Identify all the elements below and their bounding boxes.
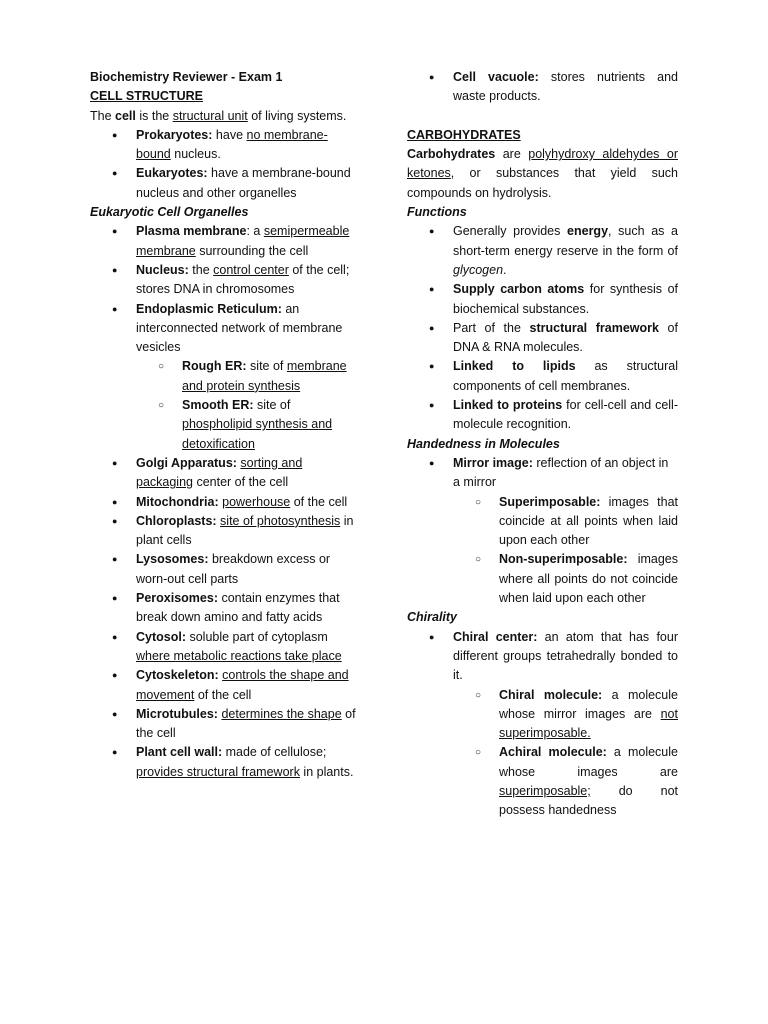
organelles-list (90, 222, 362, 782)
list-item-lipids (407, 357, 678, 396)
underlined-text: determines the shape (221, 706, 342, 721)
text: of the cell; stores DNA in chromosomes (136, 262, 350, 297)
text: breakdown excess or worn-out cell parts (136, 552, 331, 586)
term: Mitochondria: (136, 494, 219, 509)
term: Plasma membrane (136, 224, 247, 239)
text: made of cellulose; (222, 745, 327, 760)
text: have (212, 127, 247, 142)
text: in plants. (299, 764, 354, 779)
term: Prokaryotes: (136, 127, 213, 142)
term: Plant cell wall: (136, 745, 223, 760)
text: The (90, 108, 116, 123)
text: of DNA & RNA molecules. (453, 320, 678, 355)
list-item-chloroplasts (90, 512, 362, 551)
carbohydrates-definition (407, 145, 678, 203)
text: center of the cell (193, 475, 289, 490)
text: surrounding the cell (195, 243, 309, 258)
text: an interconnected network of membrane vesicles (136, 301, 343, 355)
list-item-lysosomes (90, 550, 362, 589)
text: are (495, 147, 529, 162)
document-title: Biochemistry Reviewer - Exam 1 (90, 70, 283, 84)
list-item-eukaryotes (90, 164, 362, 203)
list-item-er (90, 300, 362, 454)
text: of living systems. (247, 108, 347, 123)
term: Cytoskeleton: (136, 668, 219, 683)
text: reflection of an object in a mirror (453, 455, 669, 490)
handedness-list (407, 454, 678, 608)
mirror-sublist (453, 493, 678, 609)
left-column (90, 68, 362, 782)
list-item-mirror-image (407, 454, 678, 608)
list-item-energy (407, 222, 678, 280)
chirality-list (407, 628, 678, 821)
underlined-text: provides structural framework (136, 764, 300, 779)
term: Rough ER: (182, 359, 247, 374)
term: Golgi Apparatus: (136, 455, 237, 470)
list-item-golgi (90, 454, 362, 493)
underlined-text: powerhouse (222, 494, 291, 509)
list-item-superimposable (453, 493, 678, 551)
term: Chiral molecule: (499, 687, 603, 702)
chiral-sublist (453, 686, 678, 821)
text: of the cell (290, 494, 348, 509)
list-item-mitochondria (90, 493, 362, 512)
list-item-achiral-molecule (453, 743, 678, 820)
list-item-microtubules (90, 705, 362, 744)
term: Supply carbon atoms (453, 282, 585, 297)
list-item-rough-er (136, 357, 362, 396)
cell-types-list (90, 126, 362, 203)
list-item-cell-vacuole (407, 68, 678, 107)
er-sublist (136, 357, 362, 453)
list-item-structural-framework (407, 319, 678, 358)
functions-list (407, 222, 678, 434)
subheading-functions: Functions (407, 205, 467, 220)
text: as structural components of cell membranes. (453, 359, 678, 393)
list-item-prokaryotes (90, 126, 362, 165)
text: is the (135, 108, 173, 123)
text: Generally provides (453, 224, 568, 239)
text: site of (246, 359, 287, 374)
list-item-smooth-er (136, 396, 362, 454)
term: Nucleus: (136, 262, 189, 277)
term: Peroxisomes: (136, 591, 218, 606)
list-item-nucleus (90, 261, 362, 300)
term: Microtubules: (136, 706, 218, 721)
underlined-text: no membrane-bound (136, 127, 328, 162)
text: a molecule whose mirror images are (499, 687, 678, 721)
subheading-handedness: Handedness in Molecules (407, 436, 560, 451)
cell-intro (90, 107, 362, 126)
list-item-plant-cell-wall (90, 743, 362, 782)
term-cell: cell (115, 108, 136, 123)
text: for cell-cell and cell-molecule recognition. (453, 398, 678, 432)
underlined-text: site of photosynthesis (220, 513, 341, 528)
text: images where all points do not coincide when laid upon each other (499, 552, 678, 606)
term: Eukaryotes: (136, 166, 208, 181)
underlined-text: superimposable; (499, 783, 591, 798)
text: images that coincide at all points when laid upon each other (499, 494, 678, 548)
term: Carbohydrates (407, 147, 496, 162)
term: Non-superimposable: (499, 552, 628, 567)
list-item-peroxisomes (90, 589, 362, 628)
text: nucleus. (170, 147, 221, 162)
term: Smooth ER: (182, 398, 254, 413)
underlined-text: sorting and packaging (136, 455, 303, 490)
spacer (407, 107, 678, 126)
text: for synthesis of biochemical substances. (453, 282, 678, 316)
italic-text: glycogen (453, 262, 504, 277)
text: of the cell (136, 706, 356, 741)
text: have a membrane-bound nucleus and other organelles (136, 166, 351, 200)
underlined-text: where metabolic reactions take place (136, 648, 342, 663)
term: Mirror image: (453, 455, 533, 470)
list-item-cytosol (90, 628, 362, 667)
underlined-text: membrane and protein synthesis (182, 359, 347, 393)
subheading-organelles: Eukaryotic Cell Organelles (90, 205, 249, 220)
list-item-carbon-atoms (407, 280, 678, 319)
section-heading-carbohydrates: CARBOHYDRATES (407, 127, 521, 142)
underlined-text: phospholipid synthesis and detoxification (182, 417, 333, 451)
term: Chiral center: (453, 629, 538, 644)
text: do not possess handedness (499, 783, 678, 818)
list-item-cytoskeleton (90, 666, 362, 705)
underlined-text: structural unit (172, 108, 248, 123)
term: energy (567, 224, 609, 239)
vacuole-list (407, 68, 678, 107)
subheading-chirality: Chirality (407, 610, 458, 625)
underlined-text: controls the shape and movement (136, 668, 349, 702)
text: site of (253, 398, 291, 413)
term: Linked to lipids (453, 359, 576, 374)
text: : a (246, 224, 264, 239)
text: . (503, 262, 507, 277)
text: , or substances that yield such compounds on hydrolysis. (407, 166, 678, 200)
underlined-text: not superimposable. (499, 706, 678, 741)
term: Cell vacuole: (453, 70, 539, 84)
term: structural framework (529, 320, 659, 335)
text: soluble part of cytoplasm (186, 629, 328, 644)
list-item-non-superimposable (453, 550, 678, 608)
underlined-text: control center (213, 262, 289, 277)
right-column (407, 68, 678, 821)
text: in plant cells (136, 513, 354, 548)
underlined-text: polyhydroxy aldehydes or ketones (407, 147, 678, 181)
term: Endoplasmic Reticulum: (136, 301, 282, 316)
text: a molecule whose images are (499, 745, 678, 779)
text: stores nutrients and waste products. (453, 70, 678, 104)
underlined-text: semipermeable membrane (136, 224, 350, 258)
term: Lysosomes: (136, 552, 209, 567)
list-item-proteins (407, 396, 678, 435)
text: Part of the (453, 320, 530, 335)
term: Achiral molecule: (499, 745, 607, 760)
list-item-chiral-molecule (453, 686, 678, 744)
term: Linked to proteins (453, 398, 563, 413)
list-item-chiral-center (407, 628, 678, 821)
term: Superimposable: (499, 494, 601, 509)
text: the (188, 262, 214, 277)
term: Cytosol: (136, 629, 186, 644)
term: Chloroplasts: (136, 513, 217, 528)
text: of the cell (194, 687, 252, 702)
text: an atom that has four different groups tetrahedrally bonded to it. (453, 629, 678, 683)
text: , such as a short-term energy reserve in the form of (453, 224, 678, 258)
text: contain enzymes that break down amino and fatty acids (136, 591, 340, 625)
list-item-plasma-membrane (90, 222, 362, 261)
section-heading-cell-structure: CELL STRUCTURE (90, 89, 203, 104)
